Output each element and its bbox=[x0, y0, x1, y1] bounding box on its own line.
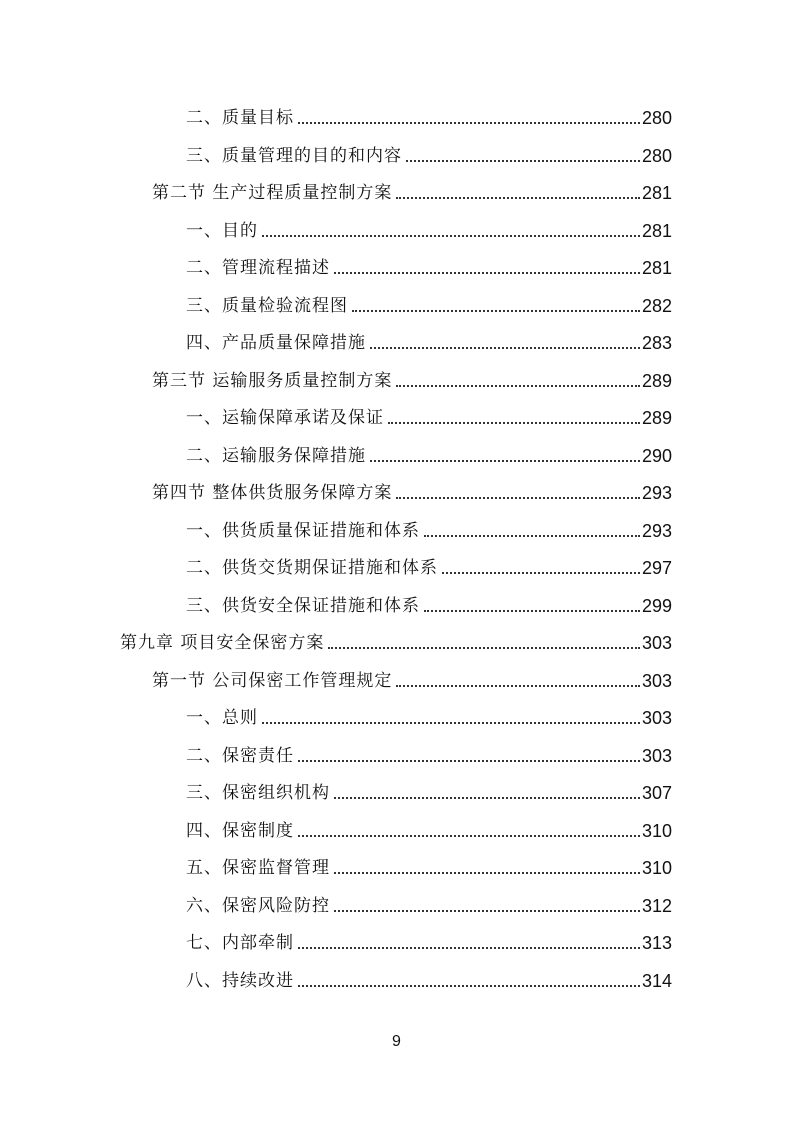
toc-entry-page: 303 bbox=[641, 708, 672, 728]
dot-leader bbox=[298, 946, 640, 949]
dot-leader bbox=[334, 909, 640, 912]
toc-entry[interactable] bbox=[186, 855, 672, 881]
dot-leader bbox=[334, 871, 640, 874]
toc-entry[interactable] bbox=[186, 705, 672, 731]
dot-leader bbox=[406, 159, 640, 162]
dot-leader bbox=[298, 759, 640, 762]
toc-entry[interactable] bbox=[186, 255, 672, 281]
toc-entry-page: 314 bbox=[641, 970, 672, 991]
toc-entry-label: 五、保密监督管理 bbox=[186, 858, 330, 878]
toc-entry-page: 310 bbox=[641, 858, 672, 878]
toc-entry-page: 281 bbox=[641, 258, 672, 278]
toc-entry-label: 二、运输服务保障措施 bbox=[186, 445, 366, 466]
toc-entry-page: 289 bbox=[641, 370, 672, 391]
toc-entry-label: 四、产品质量保障措施 bbox=[186, 333, 366, 353]
toc-entry-label: 四、保密制度 bbox=[186, 820, 294, 841]
toc-entry-label: 二、保密责任 bbox=[186, 745, 294, 766]
toc-entry[interactable] bbox=[186, 443, 672, 469]
toc-entry-label: 二、管理流程描述 bbox=[186, 258, 330, 278]
dot-leader bbox=[370, 459, 640, 462]
toc-entry[interactable] bbox=[152, 368, 672, 394]
dot-leader bbox=[328, 646, 640, 649]
dot-leader bbox=[370, 346, 640, 349]
toc-entry-page: 281 bbox=[641, 220, 672, 241]
dot-leader bbox=[334, 271, 640, 274]
dot-leader bbox=[396, 384, 640, 387]
toc-entry-label: 第三节 运输服务质量控制方案 bbox=[152, 370, 393, 391]
toc-entry[interactable] bbox=[186, 105, 672, 131]
toc-entry-page: 297 bbox=[641, 558, 672, 578]
toc-entry-label: 三、供货安全保证措施和体系 bbox=[186, 595, 420, 616]
dot-leader bbox=[262, 721, 640, 724]
toc-entry-label: 一、运输保障承诺及保证 bbox=[186, 408, 384, 428]
toc-entry[interactable] bbox=[186, 143, 672, 169]
toc-entry-page: 303 bbox=[641, 745, 672, 766]
toc-entry[interactable] bbox=[186, 593, 672, 619]
toc-entry-page: 312 bbox=[641, 895, 672, 916]
toc-entry[interactable] bbox=[186, 330, 672, 356]
toc-entry-page: 303 bbox=[641, 670, 672, 691]
toc-entry-page: 293 bbox=[641, 483, 672, 503]
toc-entry-page: 307 bbox=[641, 783, 672, 803]
toc-entry-page: 289 bbox=[641, 408, 672, 428]
toc-entry-page: 290 bbox=[641, 445, 672, 466]
toc-entry[interactable] bbox=[186, 780, 672, 806]
dot-leader bbox=[334, 796, 640, 799]
toc-entry-label: 一、供货质量保证措施和体系 bbox=[186, 520, 420, 541]
dot-leader bbox=[352, 309, 640, 312]
toc-entry-label: 第二节 生产过程质量控制方案 bbox=[152, 183, 393, 203]
toc-entry-label: 六、保密风险防控 bbox=[186, 895, 330, 916]
toc-entry-page: 303 bbox=[641, 633, 672, 653]
dot-leader bbox=[396, 196, 640, 199]
toc-entry-page: 282 bbox=[641, 295, 672, 316]
toc-entry-page: 280 bbox=[641, 145, 672, 166]
dot-leader bbox=[442, 571, 640, 574]
dot-leader bbox=[424, 609, 640, 612]
toc-entry-label: 八、持续改进 bbox=[186, 970, 294, 991]
toc-entry-label: 第一节 公司保密工作管理规定 bbox=[152, 670, 393, 691]
dot-leader bbox=[298, 834, 640, 837]
toc-entry-label: 七、内部牵制 bbox=[186, 933, 294, 953]
toc-entry[interactable] bbox=[186, 555, 672, 581]
toc-entry-label: 二、质量目标 bbox=[186, 108, 294, 128]
toc-entry[interactable] bbox=[186, 218, 672, 244]
toc-entry[interactable] bbox=[186, 405, 672, 431]
toc-entry[interactable] bbox=[186, 893, 672, 919]
toc-entry[interactable] bbox=[186, 968, 672, 994]
toc-entry-page: 283 bbox=[641, 333, 672, 353]
toc-entry-page: 299 bbox=[641, 595, 672, 616]
toc-entry-label: 第四节 整体供货服务保障方案 bbox=[152, 483, 393, 503]
toc-entry-label: 第九章 项目安全保密方案 bbox=[120, 633, 325, 653]
toc-entry-page: 293 bbox=[641, 520, 672, 541]
dot-leader bbox=[388, 421, 640, 424]
toc-entry-label: 一、总则 bbox=[186, 708, 258, 728]
toc-entry[interactable] bbox=[152, 668, 672, 694]
toc-entry[interactable] bbox=[186, 743, 672, 769]
dot-leader bbox=[396, 684, 640, 687]
dot-leader bbox=[298, 121, 640, 124]
toc-entry-page: 313 bbox=[641, 933, 672, 953]
toc-entry[interactable] bbox=[186, 293, 672, 319]
toc-entry-label: 二、供货交货期保证措施和体系 bbox=[186, 558, 438, 578]
dot-leader bbox=[262, 234, 640, 237]
toc-entry[interactable] bbox=[186, 518, 672, 544]
dot-leader bbox=[424, 534, 640, 537]
dot-leader bbox=[396, 496, 640, 499]
dot-leader bbox=[298, 984, 640, 987]
toc-entry[interactable] bbox=[186, 930, 672, 956]
toc-entry-page: 280 bbox=[641, 108, 672, 128]
toc-entry[interactable] bbox=[120, 630, 672, 656]
toc-entry[interactable] bbox=[152, 480, 672, 506]
toc-entry-page: 310 bbox=[641, 820, 672, 841]
toc-entry-label: 三、质量管理的目的和内容 bbox=[186, 145, 402, 166]
page-number: 9 bbox=[392, 1033, 401, 1050]
toc-entry[interactable] bbox=[152, 180, 672, 206]
toc-entry-label: 三、质量检验流程图 bbox=[186, 295, 348, 316]
toc-entry-label: 一、目的 bbox=[186, 220, 258, 241]
toc-entry[interactable] bbox=[186, 818, 672, 844]
toc-entry-page: 281 bbox=[641, 183, 672, 203]
toc-entry-label: 三、保密组织机构 bbox=[186, 783, 330, 803]
